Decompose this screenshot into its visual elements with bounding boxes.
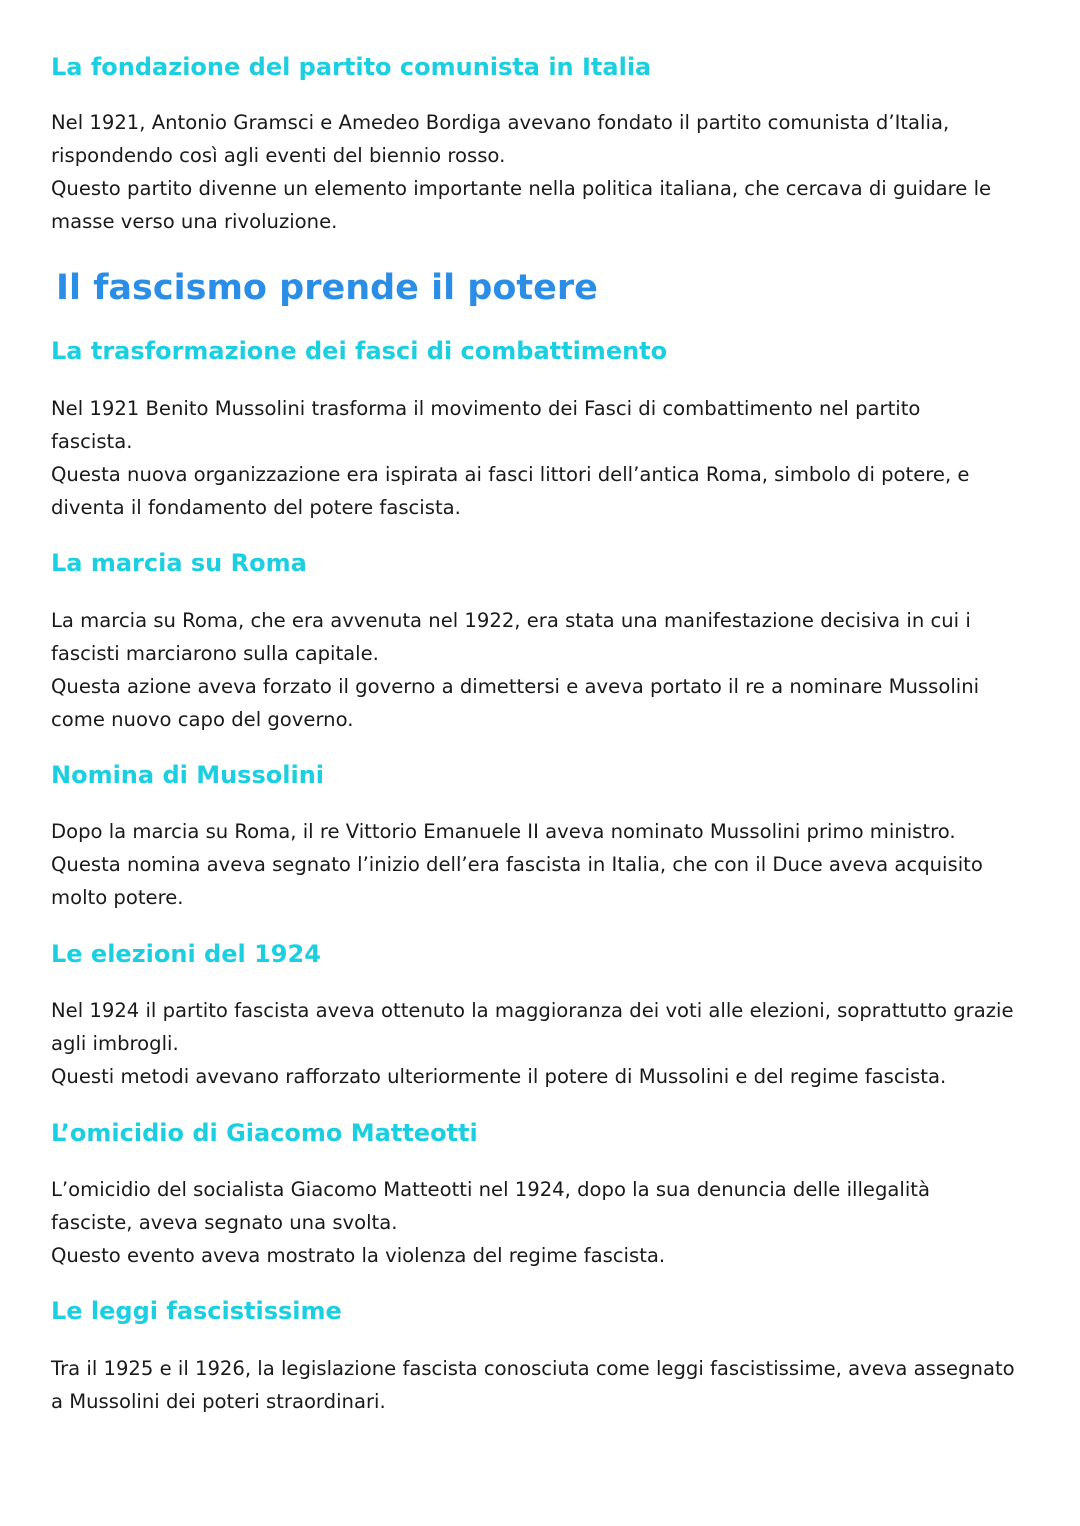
section-heading: Le leggi fascistissime xyxy=(51,1297,342,1325)
section-heading: La trasformazione dei fasci di combattimento xyxy=(51,337,668,365)
section-heading: Le elezioni del 1924 xyxy=(51,940,321,968)
section-paragraph xyxy=(51,994,1036,1093)
section-heading: La fondazione del partito comunista in Italia xyxy=(51,53,652,81)
paragraph-line: come nuovo capo del governo. xyxy=(51,708,354,731)
paragraph-line: Questi metodi avevano rafforzato ulteriormente il potere di Mussolini e del regime fascista. xyxy=(51,1065,947,1088)
paragraph-line: Questo evento aveva mostrato la violenza del regime fascista. xyxy=(51,1244,666,1267)
paragraph-line: Questo partito divenne un elemento importante nella politica italiana, che cercava di guidare le xyxy=(51,177,992,200)
main-heading: Il fascismo prende il potere xyxy=(56,268,598,308)
section-paragraph xyxy=(51,106,1036,238)
paragraph-line: Questa nuova organizzazione era ispirata ai fasci littori dell’antica Roma, simbolo di potere, e xyxy=(51,463,970,486)
paragraph-line: rispondendo così agli eventi del biennio rosso. xyxy=(51,144,506,167)
section-heading: Nomina di Mussolini xyxy=(51,761,324,789)
paragraph-line: Nel 1921, Antonio Gramsci e Amedeo Bordiga avevano fondato il partito comunista d’Italia, xyxy=(51,111,950,134)
section-paragraph xyxy=(51,815,1036,914)
paragraph-line: Questa azione aveva forzato il governo a dimettersi e aveva portato il re a nominare Mussolini xyxy=(51,675,980,698)
paragraph-line: Questa nomina aveva segnato l’inizio dell’era fascista in Italia, che con il Duce aveva acquisito xyxy=(51,853,983,876)
section-paragraph xyxy=(51,392,1036,524)
paragraph-line: L’omicidio del socialista Giacomo Matteotti nel 1924, dopo la sua denuncia delle illegalità xyxy=(51,1178,930,1201)
paragraph-line: molto potere. xyxy=(51,886,184,909)
section-heading: La marcia su Roma xyxy=(51,549,307,577)
paragraph-line: La marcia su Roma, che era avvenuta nel 1922, era stata una manifestazione decisiva in cui i xyxy=(51,609,971,632)
paragraph-line: fasciste, aveva segnato una svolta. xyxy=(51,1211,398,1234)
paragraph-line: a Mussolini dei poteri straordinari. xyxy=(51,1390,386,1413)
section-paragraph xyxy=(51,604,1036,736)
paragraph-line: Nel 1921 Benito Mussolini trasforma il movimento dei Fasci di combattimento nel partito xyxy=(51,397,921,420)
paragraph-line: masse verso una rivoluzione. xyxy=(51,210,338,233)
section-paragraph xyxy=(51,1352,1036,1418)
section-paragraph xyxy=(51,1173,1036,1272)
section-heading: L’omicidio di Giacomo Matteotti xyxy=(51,1119,478,1147)
paragraph-line: diventa il fondamento del potere fascista. xyxy=(51,496,461,519)
paragraph-line: agli imbrogli. xyxy=(51,1032,179,1055)
paragraph-line: Dopo la marcia su Roma, il re Vittorio Emanuele II aveva nominato Mussolini primo ministro. xyxy=(51,820,956,843)
paragraph-line: fascista. xyxy=(51,430,133,453)
paragraph-line: fascisti marciarono sulla capitale. xyxy=(51,642,379,665)
paragraph-line: Tra il 1925 e il 1926, la legislazione fascista conosciuta come leggi fascistissime, aveva assegnato xyxy=(51,1357,1015,1380)
paragraph-line: Nel 1924 il partito fascista aveva ottenuto la maggioranza dei voti alle elezioni, soprattutto grazie xyxy=(51,999,1014,1022)
